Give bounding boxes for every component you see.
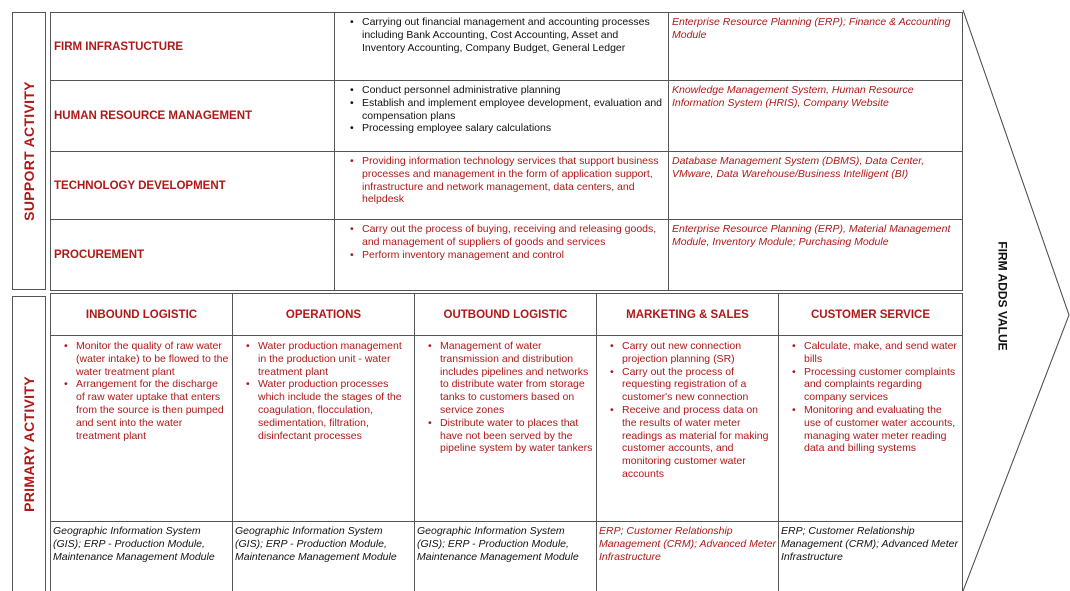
support-activity-list-cell <box>335 81 669 151</box>
support-system-text: Knowledge Management System, Human Resource Information System (HRIS), Company Website <box>672 84 914 110</box>
primary-activity-list <box>609 340 775 481</box>
support-system-text: Enterprise Resource Planning (ERP); Finance & Accounting Module <box>672 16 951 42</box>
primary-activity-list <box>63 340 229 442</box>
primary-system-text: ERP; Customer Relationship Management (CRM); Advanced Meter Infrastructure <box>599 525 777 564</box>
primary-activity-list-cell <box>415 336 596 522</box>
primary-column <box>51 294 233 591</box>
primary-activity-list-cell <box>597 336 778 522</box>
support-activity-list-cell <box>335 13 669 80</box>
activity-item: • Receive and process data on the results of water meter readings as material for making customer accounts, and monitoring customer water accounts <box>609 404 775 481</box>
primary-activity-heading: INBOUND LOGISTIC <box>51 294 232 336</box>
activity-item: • Carry out new connection projection planning (SR) <box>609 340 775 366</box>
firm-adds-value-text: FIRM ADDS VALUE <box>996 240 1010 351</box>
primary-activity-heading: OPERATIONS <box>233 294 414 336</box>
support-activity-label <box>12 12 46 290</box>
activity-item: • Arrangement for the discharge of raw water uptake that enters from the source is then pumped and sent into the water treatment plant <box>63 378 229 442</box>
support-activity-name: PROCUREMENT <box>51 220 335 290</box>
support-activity-list <box>349 16 664 54</box>
primary-system-text: Geographic Information System (GIS); ERP - Production Module, Maintenance Management Module <box>235 525 397 564</box>
primary-activity-label <box>12 296 46 591</box>
activity-item: • Water production management in the production unit - water treatment plant <box>245 340 411 378</box>
primary-activity-list <box>791 340 959 455</box>
activity-item: • Perform inventory management and control <box>349 249 664 262</box>
activity-item: • Calculate, make, and send water bills <box>791 340 959 366</box>
activity-item: • Carrying out financial management and accounting processes including Bank Accounting, Cost Accounting, Asset and Inventory Accounting, Company Budget, General Ledger <box>349 16 664 54</box>
activity-item: • Management of water transmission and distribution includes pipelines and networks to distribute water from storage tanks to customers based on service zones <box>427 340 593 417</box>
primary-activity-text: PRIMARY ACTIVITY <box>21 376 37 512</box>
activity-item: • Conduct personnel administrative planning <box>349 84 664 97</box>
primary-activity-list-cell <box>779 336 962 522</box>
activity-item: • Monitoring and evaluating the use of customer water accounts, managing water meter reading data and billing systems <box>791 404 959 455</box>
support-system-text: Database Management System (DBMS), Data Center, VMware, Data Warehouse/Business Intelligent (BI) <box>672 155 925 181</box>
activity-item: • Monitor the quality of raw water (water intake) to be flowed to the water treatment plant <box>63 340 229 378</box>
activity-item: • Water production processes which include the stages of the coagulation, flocculation, sedimentation, filtration, disinfectant processes <box>245 378 411 442</box>
primary-activity-heading: MARKETING & SALES <box>597 294 778 336</box>
primary-system-text: Geographic Information System (GIS); ERP - Production Module, Maintenance Management Module <box>53 525 215 564</box>
support-activity-list <box>349 155 664 206</box>
firm-adds-value-label <box>963 0 1043 591</box>
primary-activity-list-cell <box>51 336 232 522</box>
support-activity-name: HUMAN RESOURCE MANAGEMENT <box>51 81 335 151</box>
support-row <box>51 81 962 152</box>
activity-item: • Establish and implement employee development, evaluation and compensation plans <box>349 97 664 123</box>
activity-item: • Carry out the process of buying, receiving and releasing goods, and management of suppliers of goods and services <box>349 223 664 249</box>
support-activity-name: FIRM INFRASTUCTURE <box>51 13 335 80</box>
support-row <box>51 220 962 290</box>
support-row <box>51 152 962 220</box>
support-activity-list <box>349 223 664 261</box>
support-system-text: Enterprise Resource Planning (ERP), Material Management Module, Inventory Module; Purchasing Module <box>672 223 951 249</box>
support-row <box>51 13 962 81</box>
support-activity-list-cell <box>335 220 669 290</box>
activity-item: • Distribute water to places that have not been served by the pipeline system by water tankers <box>427 417 593 455</box>
support-activity-text: SUPPORT ACTIVITY <box>21 81 37 221</box>
primary-column <box>233 294 415 591</box>
primary-activity-heading: CUSTOMER SERVICE <box>779 294 962 336</box>
primary-activity-list <box>245 340 411 442</box>
primary-activity-heading: OUTBOUND LOGISTIC <box>415 294 596 336</box>
activity-item: • Processing employee salary calculations <box>349 122 664 135</box>
primary-activity-list <box>427 340 593 455</box>
primary-activity-list-cell <box>233 336 414 522</box>
primary-system-text: ERP; Customer Relationship Management (CRM); Advanced Meter Infrastructure <box>781 525 959 564</box>
primary-column <box>779 294 962 591</box>
primary-system-text: Geographic Information System (GIS); ERP - Production Module, Maintenance Management Module <box>417 525 579 564</box>
primary-column <box>597 294 779 591</box>
activity-item: • Carry out the process of requesting registration of a customer's new connection <box>609 366 775 404</box>
activity-item: • Providing information technology services that support business processes and management in the form of application support, infrastructure and network management, data centers, and helpdesk <box>349 155 664 206</box>
support-activity-list-cell <box>335 152 669 219</box>
primary-column <box>415 294 597 591</box>
support-activity-table <box>50 12 963 291</box>
support-activity-name: TECHNOLOGY DEVELOPMENT <box>51 152 335 219</box>
support-activity-list <box>349 84 664 135</box>
primary-activity-table <box>50 293 963 591</box>
activity-item: • Processing customer complaints and complaints regarding company services <box>791 366 959 404</box>
